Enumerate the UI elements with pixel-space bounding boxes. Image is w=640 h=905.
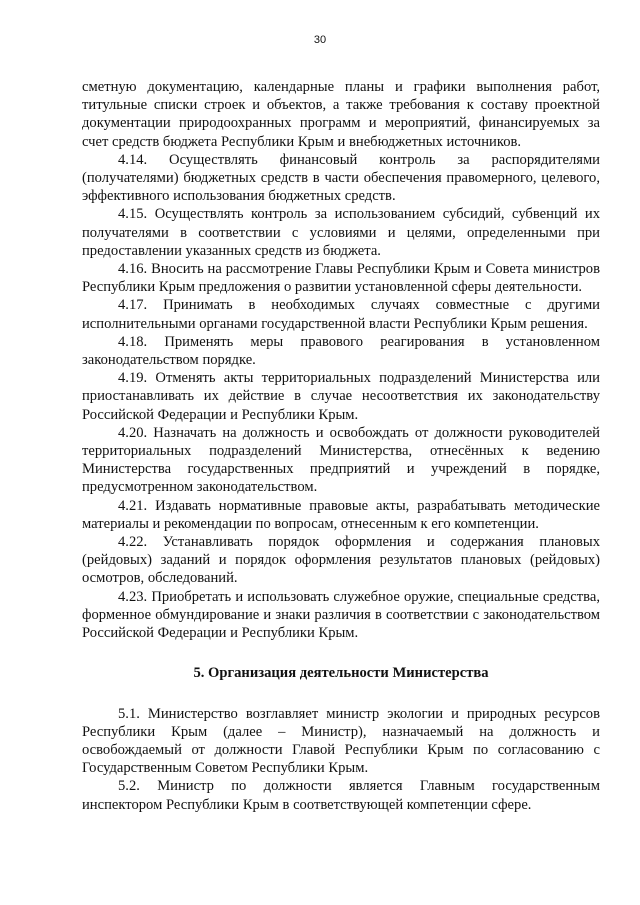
paragraph-4-21: 4.21. Издавать нормативные правовые акты, разрабатывать методические материалы и рекомендации по вопросам, отнесенным к его компетенции. <box>82 497 600 532</box>
paragraph-4-15: 4.15. Осуществлять контроль за использованием субсидий, субвенций их получателями в соответствии с условиями и целями, определенными при предоставлении указанных средств из бюджета. <box>82 206 600 259</box>
paragraph-continuation: сметную документацию, календарные планы и графики выполнения работ, титульные списки строек и объектов, а также требования к составу проектной документации природоохранных программ и мероприятий, финансируемых за счет средств бюджета Республики Крым и внебюджетных источников. <box>82 79 600 150</box>
section-heading: 5. Организация деятельности Министерства <box>193 665 489 682</box>
paragraph-4-23: 4.23. Приобретать и использовать служебное оружие, специальные средства, форменное обмундирование и знаки различия в соответствии с законодательством Российской Федерации и Республики Крым. <box>82 588 600 642</box>
paragraph-4-20: 4.20. Назначать на должность и освобождать от должности руководителей территориальных подразделений Министерства, отнесённых к ведению Министерства государственных предприятий и учреждений в порядке, предусмотренном законодательством. <box>82 424 600 496</box>
paragraph-5-2: 5.2. Министр по должности является Главным государственным инспектором Республики Крым в соответствующей компетенции сфере. <box>82 778 600 813</box>
document-body <box>82 78 600 814</box>
paragraph-4-17: 4.17. Принимать в необходимых случаях совместные с другими исполнительными органами государственной власти Республики Крым решения. <box>82 297 600 332</box>
paragraph-4-19: 4.19. Отменять акты территориальных подразделений Министерства или приостанавливать их действие в случае несоответствия их законодательству Российской Федерации и Республики Крым. <box>82 370 600 423</box>
paragraph-4-18: 4.18. Применять меры правового реагирования в установленном законодательством порядке. <box>82 333 600 369</box>
paragraph-5-1: 5.1. Министерство возглавляет министр экологии и природных ресурсов Республики Крым (далее – Министр), назначаемый на должность и освобождаемый от должности Главой Республики Крым по согласованию с Государственным Советом Республики Крым. <box>82 705 600 777</box>
paragraph-4-22: 4.22. Устанавливать порядок оформления и содержания плановых (рейдовых) заданий и порядок оформления результатов плановых (рейдовых) осмотров, обследований. <box>82 534 600 587</box>
paragraph-4-14: 4.14. Осуществлять финансовый контроль за распорядителями (получателями) бюджетных средств в части обеспечения правомерного, целевого, эффективного использования бюджетных средств. <box>82 151 600 205</box>
paragraph-4-16: 4.16. Вносить на рассмотрение Главы Республики Крым и Совета министров Республики Крым предложения о развитии установленной сферы деятельности. <box>82 261 600 296</box>
page-number: 30 <box>313 34 327 46</box>
